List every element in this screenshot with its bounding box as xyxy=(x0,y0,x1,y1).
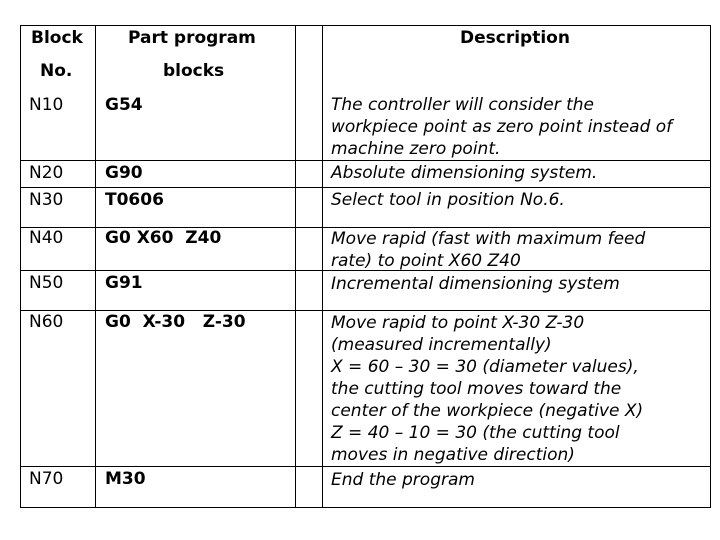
block-number: N70 xyxy=(29,469,64,489)
description-line: Incremental dimensioning system xyxy=(331,274,620,294)
block-number: N60 xyxy=(29,312,64,332)
block-number: N40 xyxy=(29,228,64,248)
description-line: rate) to point X60 Z40 xyxy=(331,251,521,271)
column-divider-gap xyxy=(322,25,323,507)
program-block: G91 xyxy=(105,273,143,293)
row-divider xyxy=(20,187,711,188)
description-line: machine zero point. xyxy=(331,139,501,159)
description-line: X = 60 – 30 = 30 (diameter values), xyxy=(331,357,639,377)
block-number: N10 xyxy=(29,95,64,115)
block-description xyxy=(331,312,643,466)
header-block-line1: Block xyxy=(31,28,83,48)
block-number: N30 xyxy=(29,190,64,210)
column-divider-program xyxy=(295,25,296,507)
block-description xyxy=(331,469,475,491)
block-number: N50 xyxy=(29,273,64,293)
description-line: The controller will consider the xyxy=(331,95,595,115)
program-block: M30 xyxy=(105,469,146,489)
program-block: G0 X-30 Z-30 xyxy=(105,312,246,332)
header-program-line2: blocks xyxy=(163,61,225,81)
description-line: Move rapid to point X-30 Z-30 xyxy=(331,313,585,333)
block-description xyxy=(331,162,597,184)
header-program-line1: Part program xyxy=(128,28,256,48)
description-line: center of the workpiece (negative X) xyxy=(331,401,644,421)
description-line: moves in negative direction) xyxy=(331,445,575,465)
table-border-top xyxy=(20,25,711,26)
block-description xyxy=(331,94,672,160)
description-line: (measured incrementally) xyxy=(331,335,552,355)
description-line: the cutting tool moves toward the xyxy=(331,379,622,399)
row-divider xyxy=(20,160,711,161)
program-block: G0 X60 Z40 xyxy=(105,228,222,248)
block-description xyxy=(331,189,565,211)
column-divider-block xyxy=(95,25,96,507)
description-line: workpiece point as zero point instead of xyxy=(331,117,673,137)
row-divider xyxy=(20,466,711,467)
program-block: T0606 xyxy=(105,190,164,210)
description-line: Select tool in position No.6. xyxy=(331,190,565,210)
description-line: Absolute dimensioning system. xyxy=(331,163,598,183)
table-border-right xyxy=(710,25,711,507)
program-block: G90 xyxy=(105,163,143,183)
program-block: G54 xyxy=(105,95,143,115)
header-block-line2: No. xyxy=(40,61,73,81)
description-line: Z = 40 – 10 = 30 (the cutting tool xyxy=(331,423,620,443)
block-description xyxy=(331,273,620,295)
description-line: Move rapid (fast with maximum feed xyxy=(331,229,646,249)
table-border-left xyxy=(20,25,21,507)
table-border-bottom xyxy=(20,507,711,508)
row-divider xyxy=(20,310,711,311)
description-line: End the program xyxy=(331,470,475,490)
block-number: N20 xyxy=(29,163,64,183)
block-description xyxy=(331,228,645,272)
header-description: Description xyxy=(460,28,570,48)
